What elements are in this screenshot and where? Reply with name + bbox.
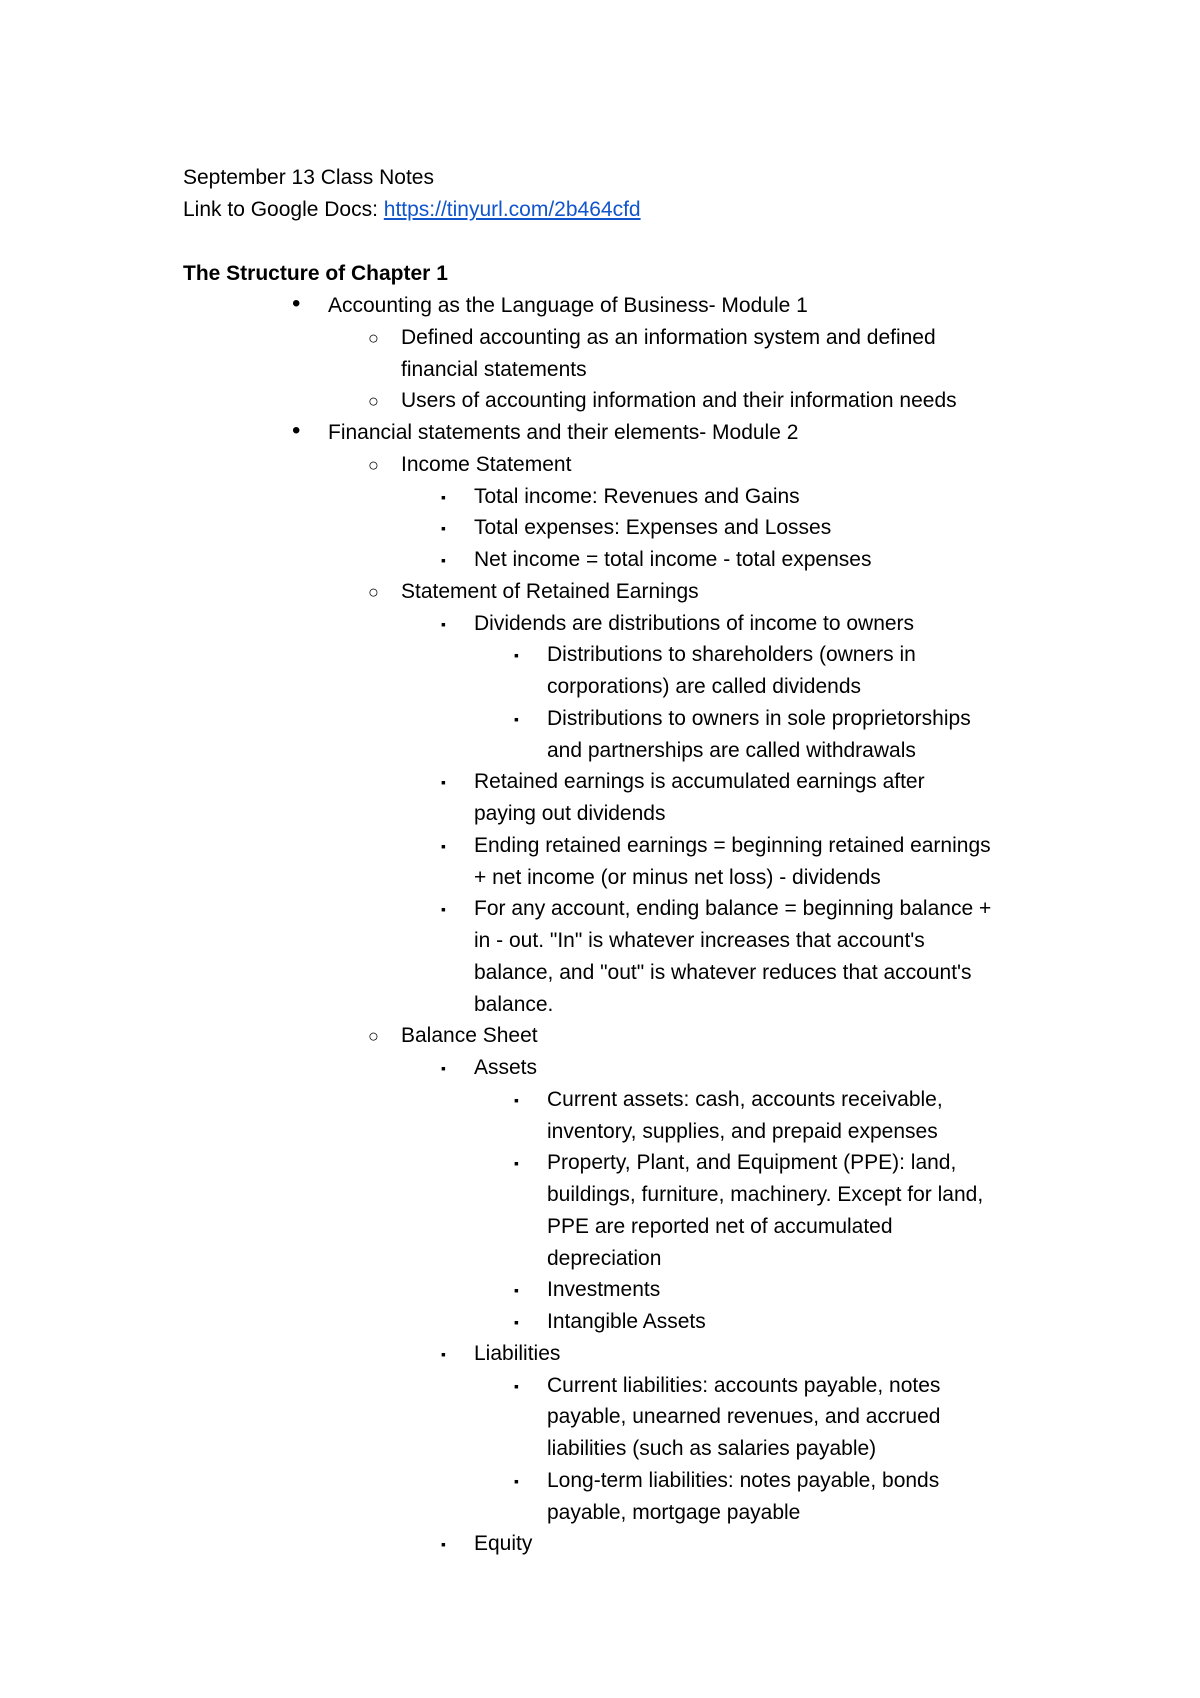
list-item: Current liabilities: accounts payable, notes [547,1374,941,1397]
list-item: Long-term liabilities: notes payable, bonds [547,1469,940,1492]
bullet-circle-icon: ○ [368,391,379,411]
list-item: Ending retained earnings = beginning retained earnings [474,834,991,857]
list-item-continuation: balance, and "out" is whatever reduces that account's [474,961,972,984]
list-item: Distributions to shareholders (owners in [547,643,916,666]
list-item-continuation: depreciation [547,1247,662,1270]
bullet-square-icon: ▪ [514,647,519,663]
bullet-square-icon: ▪ [514,1473,519,1489]
list-item: Liabilities [474,1342,561,1365]
bullet-square-icon: ▪ [514,1155,519,1171]
list-item: Assets [474,1056,538,1079]
bullet-disc-icon: • [292,417,301,444]
list-item-continuation: paying out dividends [474,802,666,825]
bullet-square-icon: ▪ [441,552,446,568]
list-item-continuation: balance. [474,993,554,1016]
list-item: Intangible Assets [547,1310,706,1333]
list-item: Total income: Revenues and Gains [474,485,800,508]
bullet-square-icon: ▪ [441,616,446,632]
bullet-square-icon: ▪ [441,520,446,536]
bullet-square-icon: ▪ [441,1346,446,1362]
list-item-continuation: payable, unearned revenues, and accrued [547,1405,941,1428]
list-item-continuation: inventory, supplies, and prepaid expenses [547,1120,938,1143]
bullet-square-icon: ▪ [441,774,446,790]
list-item-continuation: payable, mortgage payable [547,1501,801,1524]
list-item: Accounting as the Language of Business- Module 1 [328,294,808,317]
list-item: Current assets: cash, accounts receivable, [547,1088,943,1111]
document-title: September 13 Class Notes [183,166,434,189]
bullet-square-icon: ▪ [514,1282,519,1298]
bullet-circle-icon: ○ [368,1026,379,1046]
list-item-continuation: corporations) are called dividends [547,675,862,698]
bullet-square-icon: ▪ [441,1536,446,1552]
google-docs-link-line [183,198,641,222]
bullet-square-icon: ▪ [441,1060,446,1076]
list-item-continuation: + net income (or minus net loss) - dividends [474,866,881,889]
bullet-circle-icon: ○ [368,455,379,475]
list-item: Income Statement [401,453,572,476]
list-item: Users of accounting information and their information needs [401,389,957,412]
list-item-continuation: financial statements [401,358,587,381]
section-heading: The Structure of Chapter 1 [183,262,448,285]
bullet-square-icon: ▪ [441,901,446,917]
bullet-square-icon: ▪ [441,838,446,854]
list-item: Defined accounting as an information system and defined [401,326,936,349]
link-label: Link to Google Docs: [183,198,384,221]
list-item: Property, Plant, and Equipment (PPE): land, [547,1151,957,1174]
bullet-square-icon: ▪ [514,1314,519,1330]
list-item: Financial statements and their elements- Module 2 [328,421,799,444]
bullet-disc-icon: • [292,290,301,317]
list-item-continuation: and partnerships are called withdrawals [547,739,916,762]
list-item: Balance Sheet [401,1024,538,1047]
list-item-continuation: in - out. "In" is whatever increases that account's [474,929,925,952]
list-item: Distributions to owners in sole proprietorships [547,707,971,730]
google-docs-link[interactable]: https://tinyurl.com/2b464cfd [383,198,641,221]
bullet-square-icon: ▪ [441,489,446,505]
list-item: Total expenses: Expenses and Losses [474,516,832,539]
bullet-square-icon: ▪ [514,711,519,727]
bullet-square-icon: ▪ [514,1092,519,1108]
list-item-continuation: buildings, furniture, machinery. Except for land, [547,1183,984,1206]
list-item: Net income = total income - total expenses [474,548,872,571]
list-item-continuation: PPE are reported net of accumulated [547,1215,893,1238]
list-item: Equity [474,1532,533,1555]
list-item: Statement of Retained Earnings [401,580,699,603]
list-item: For any account, ending balance = beginning balance + [474,897,992,920]
list-item: Dividends are distributions of income to owners [474,612,915,635]
list-item: Investments [547,1278,661,1301]
bullet-circle-icon: ○ [368,582,379,602]
bullet-square-icon: ▪ [514,1378,519,1394]
list-item: Retained earnings is accumulated earnings after [474,770,925,793]
list-item-continuation: liabilities (such as salaries payable) [547,1437,877,1460]
bullet-circle-icon: ○ [368,328,379,348]
